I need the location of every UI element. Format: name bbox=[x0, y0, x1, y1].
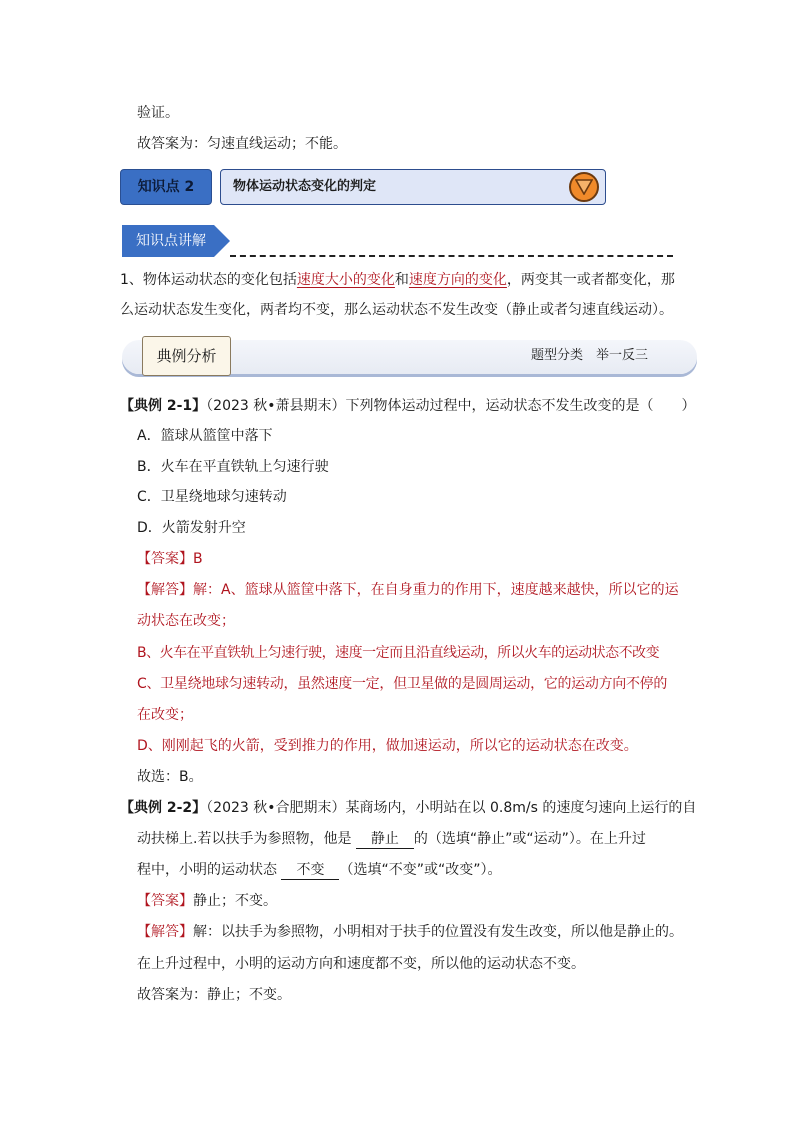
option-a: A．篮球从篮筐中落下 bbox=[137, 428, 273, 444]
example-2-1-answer bbox=[137, 549, 203, 569]
examples-bar-subtitle bbox=[531, 346, 648, 366]
speed-magnitude-change: 速度大小的变化 bbox=[296, 272, 395, 288]
example-2-1-analysis-5: 在改变； bbox=[137, 707, 193, 723]
stem-3b: （选填“不变”或“改变”）。 bbox=[339, 862, 502, 878]
answer-line bbox=[137, 134, 347, 154]
knowledge-point-title-bar bbox=[220, 169, 606, 205]
answer-tag: 【答案】 bbox=[137, 551, 193, 567]
verify-text: 验证。 bbox=[137, 105, 179, 121]
analysis-tag: 【解答】 bbox=[137, 582, 193, 598]
answer-tag-2: 【答案】 bbox=[137, 893, 193, 909]
stem-2a: 动扶梯上.若以扶手为参照物，他是 bbox=[137, 831, 352, 847]
answer-prefix: 故答案为： bbox=[137, 136, 207, 152]
explain-text-b: 和 bbox=[394, 272, 409, 288]
answer-text: 匀速直线运动；不能。 bbox=[207, 136, 347, 152]
analysis-text: 解：A、篮球从篮筐中落下，在自身重力的作用下，速度越来越快，所以它的运 bbox=[193, 582, 679, 598]
answer-value-2: 静止；不变。 bbox=[193, 893, 277, 909]
knowledge-point-title: 物体运动状态变化的判定 bbox=[233, 179, 377, 194]
explain-text-a: 1、物体运动状态的变化包括 bbox=[120, 272, 297, 288]
example-2-2-analysis-2: 在上升过程中，小明的运动方向和速度都不变，所以他的运动状态不变。 bbox=[137, 956, 585, 972]
examples-badge: 典例分析 bbox=[142, 336, 231, 376]
dashed-divider bbox=[230, 255, 673, 257]
analysis-text-2: 解：以扶手为参照物，小明相对于扶手的位置没有发生改变，所以他是静止的。 bbox=[193, 924, 683, 940]
knowledge-explain-label: 知识点讲解 bbox=[136, 233, 206, 249]
analysis-tag-2: 【解答】 bbox=[137, 924, 193, 940]
knowledge-point-badge: 知识点 2 bbox=[120, 169, 212, 205]
stem-3a: 程中，小明的运动状态 bbox=[137, 862, 277, 878]
example-2-2-stem-1: （2023 秋•合肥期末）某商场内，小明站在以 0.8m/s 的速度匀速向上运行的自 bbox=[206, 800, 697, 816]
option-d: D．火箭发射升空 bbox=[137, 520, 246, 536]
example-2-1-choice: 故选：B。 bbox=[137, 769, 203, 785]
explain-line-2: 么运动状态发生变化，两者均不变，那么运动状态不发生改变（静止或者匀速直线运动）。 bbox=[120, 302, 673, 318]
explain-line-1 bbox=[120, 270, 675, 290]
example-2-1-analysis-6: D、刚刚起飞的火箭，受到推力的作用，做加速运动，所以它的运动状态在改变。 bbox=[137, 738, 638, 754]
subtitle-practice: 举一反三 bbox=[596, 348, 649, 363]
example-2-1-analysis-2: 动状态在改变； bbox=[137, 613, 235, 629]
speed-direction-change: 速度方向的变化 bbox=[408, 272, 507, 288]
example-2-1-tag: 【典例 2-1】 bbox=[120, 398, 207, 414]
answer-value: B bbox=[193, 551, 203, 567]
subtitle-type: 题型分类 bbox=[531, 348, 584, 363]
option-b: B．火车在平直铁轨上匀速行驶 bbox=[137, 459, 329, 475]
example-2-1-analysis-3: B、火车在平直铁轨上匀速行驶，速度一定而且沿直线运动，所以火车的运动状态不改变 bbox=[137, 645, 660, 661]
example-2-2-question-1 bbox=[120, 798, 696, 818]
example-2-2-tag: 【典例 2-2】 bbox=[120, 800, 207, 816]
example-2-2-answer bbox=[137, 891, 277, 911]
example-2-2-analysis-1 bbox=[137, 922, 683, 942]
example-2-2-question-3 bbox=[137, 860, 501, 880]
explain-text-c: ，两变其一或者都变化，那 bbox=[506, 272, 675, 288]
example-2-1-analysis-1 bbox=[137, 580, 679, 600]
stem-2b: 的（选填“静止”或“运动”）。在上升过 bbox=[413, 831, 646, 847]
down-triangle-icon bbox=[569, 172, 599, 202]
example-2-1-question bbox=[120, 396, 696, 416]
example-2-1-analysis-4: C、卫星绕地球匀速转动，虽然速度一定，但卫星做的是圆周运动，它的运动方向不停的 bbox=[137, 676, 668, 692]
blank-motion-state: 不变 bbox=[281, 861, 339, 880]
option-c: C．卫星绕地球匀速转动 bbox=[137, 489, 287, 505]
example-2-2-final: 故答案为：静止；不变。 bbox=[137, 987, 291, 1003]
blank-reference-state: 静止 bbox=[356, 830, 414, 849]
example-2-1-stem: （2023 秋•萧县期末）下列物体运动过程中，运动状态不发生改变的是（ ） bbox=[206, 398, 696, 414]
example-2-2-question-2 bbox=[137, 829, 646, 849]
knowledge-explain-tab bbox=[122, 225, 232, 257]
